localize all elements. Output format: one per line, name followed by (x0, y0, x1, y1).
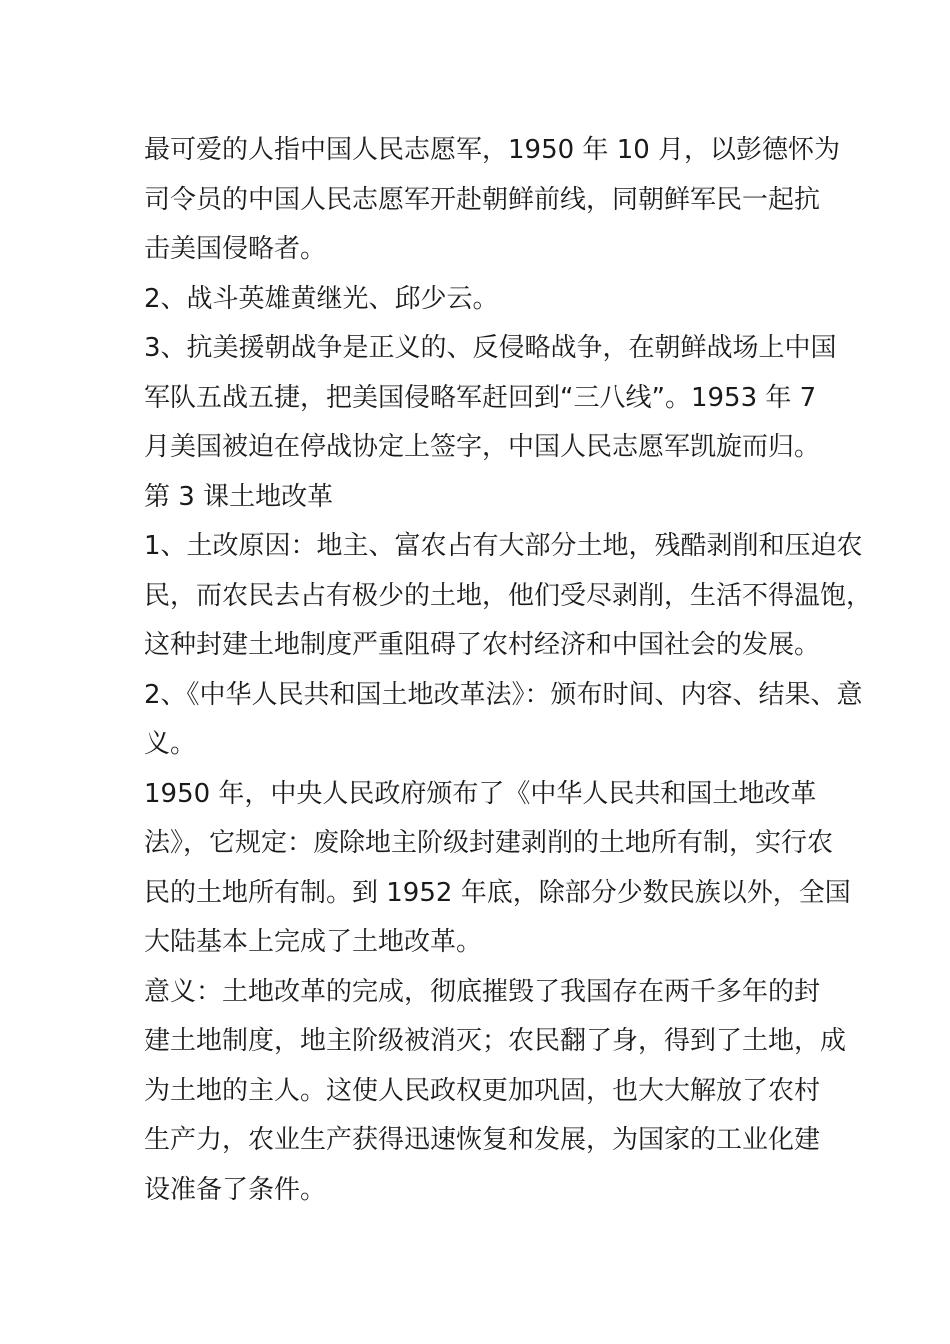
text-line: 月美国被迫在停战协定上签字，中国人民志愿军凯旋而归。 (144, 432, 821, 462)
text-line: 设准备了条件。 (144, 1174, 327, 1205)
text-line: 1、土改原因：地主、富农占有大部分土地，残酷剥削和压迫农 (144, 531, 863, 561)
paragraph-combat-heroes (144, 275, 824, 325)
text-line: 最可爱的人指中国人民志愿军，1950 年 10 月，以彭德怀为 (144, 135, 841, 165)
lesson-heading (144, 473, 824, 523)
text-line: 司令员的中国人民志愿军开赴朝鲜前线，同朝鲜军民一起抗 (144, 184, 821, 215)
text-line: 2、《中华人民共和国土地改革法》：颁布时间、内容、结果、意 (144, 679, 863, 710)
text-line: 大陆基本上完成了土地改革。 (144, 927, 483, 957)
text-line: 2、战斗英雄黄继光、邱少云。 (144, 283, 499, 314)
paragraph-reform-causes (144, 522, 873, 671)
document-body (144, 126, 873, 1215)
text-line: 建土地制度，地主阶级被消灭；农民翻了身，得到了土地，成 (144, 1026, 847, 1056)
text-line: 击美国侵略者。 (144, 234, 327, 264)
paragraph-volunteer-army (144, 126, 841, 275)
paragraph-war-nature (144, 324, 837, 473)
lesson-title: 第 3 课土地改革 (144, 481, 334, 512)
paragraph-law-content (144, 770, 851, 968)
text-line: 这种封建土地制度严重阻碍了农村经济和中国社会的发展。 (144, 630, 821, 660)
paragraph-reform-law (144, 671, 863, 770)
text-line: 生产力，农业生产获得迅速恢复和发展，为国家的工业化建 (144, 1125, 821, 1155)
text-line: 1950 年，中央人民政府颁布了《中华人民共和国土地改革 (144, 778, 817, 809)
text-line: 3、抗美援朝战争是正义的、反侵略战争，在朝鲜战场上中国 (144, 333, 837, 363)
text-line: 军队五战五捷，把美国侵略军赶回到“三八线”。1953 年 7 (144, 382, 817, 413)
text-line: 民，而农民去占有极少的土地，他们受尽剥削，生活不得温饱， (144, 580, 873, 611)
text-line: 为土地的主人。这使人民政权更加巩固，也大大解放了农村 (144, 1075, 821, 1106)
text-line: 意义：土地改革的完成，彻底摧毁了我国存在两千多年的封 (144, 976, 821, 1007)
text-line: 义。 (144, 729, 197, 759)
text-line: 法》，它规定：废除地主阶级封建剥削的土地所有制，实行农 (144, 828, 834, 858)
paragraph-significance (144, 968, 847, 1216)
text-line: 民的土地所有制。到 1952 年底，除部分少数民族以外，全国 (144, 877, 851, 908)
